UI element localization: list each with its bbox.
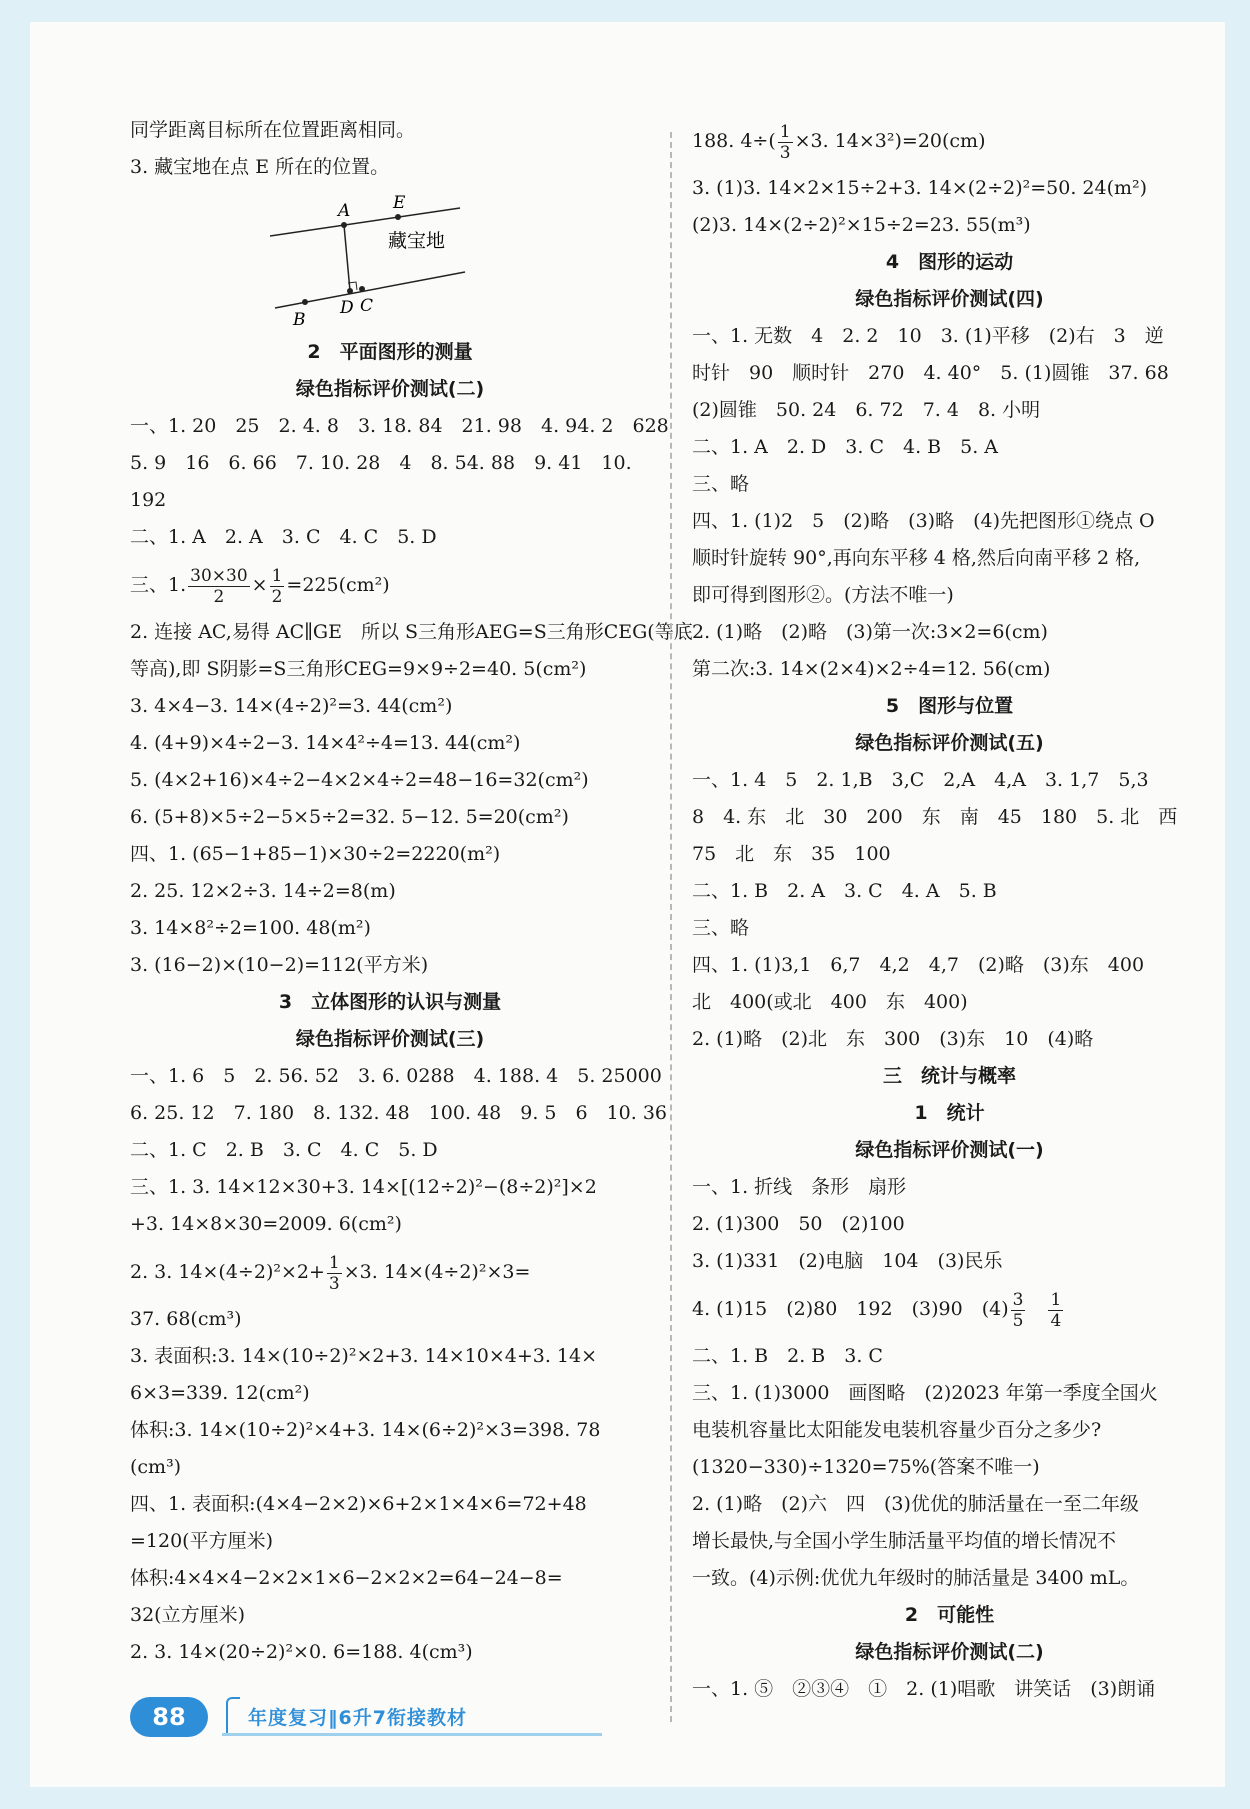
text-line: 5. 9 16 6. 66 7. 10. 28 4 8. 54. 88 9. 41 10.: [130, 452, 632, 474]
text-line: (cm³): [130, 1456, 182, 1478]
section-title: 3 立体图形的认识与测量: [278, 991, 502, 1013]
fraction-numerator: 1: [271, 565, 283, 586]
text-line: 二、1. C 2. B 3. C 4. C 5. D: [130, 1139, 438, 1161]
fraction: [1048, 1290, 1063, 1331]
fraction: [778, 122, 793, 163]
text-line: 2. (1)略 (2)六 四 (3)优优的肺活量在一至二年级: [692, 1493, 1139, 1515]
text-line: 2. (1)略 (2)北 东 300 (3)东 10 (4)略: [692, 1028, 1094, 1050]
text-line: [130, 556, 650, 614]
test-title: 绿色指标评价测试(三): [295, 1028, 485, 1050]
footer-underline: [222, 1733, 602, 1736]
fraction-numerator: 3: [1012, 1289, 1024, 1310]
label-a: A: [338, 201, 351, 221]
fraction-denominator: 4: [1050, 1310, 1062, 1331]
text-line: 二、1. B 2. A 3. C 4. A 5. B: [692, 880, 997, 902]
text-line: 一、1. 无数 4 2. 2 10 3. (1)平移 (2)右 3 逆: [692, 325, 1164, 347]
text-line: 增长最快,与全国小学生肺活量平均值的增长情况不: [692, 1530, 1117, 1552]
text-line: 2. 3. 14×(20÷2)²×0. 6=188. 4(cm³): [130, 1641, 473, 1663]
text-fragment: 188. 4÷(: [692, 130, 776, 152]
text-line: 一、1. 4 5 2. 1,B 3,C 2,A 4,A 3. 1,7 5,3: [692, 769, 1149, 791]
text-line: 8 4. 东 北 30 200 东 南 45 180 5. 北 西: [692, 806, 1178, 828]
text-fragment: 三、1.: [130, 574, 187, 596]
text-line: 即可得到图形②。(方法不唯一): [692, 584, 954, 606]
point-b: [302, 299, 308, 305]
fraction: [1011, 1290, 1026, 1331]
section-title: 2 可能性: [904, 1604, 995, 1626]
text-line: 6. (5+8)×5÷2−5×5÷2=32. 5−12. 5=20(cm²): [130, 806, 569, 828]
test-title: 绿色指标评价测试(二): [855, 1641, 1044, 1663]
label-c: C: [360, 296, 374, 316]
section-title: 1 统计: [914, 1102, 985, 1124]
footer-bracket-decoration: [226, 1697, 240, 1735]
text-fragment: ×3. 14×(4÷2)²×3=: [343, 1261, 531, 1283]
answer-page: [30, 22, 1225, 1787]
text-line: 192: [130, 489, 167, 511]
chapter-title: 三 统计与概率: [882, 1065, 1016, 1087]
text-line: [692, 112, 1207, 170]
text-line: 同学距离目标所在位置距离相同。: [130, 119, 416, 141]
text-line: 体积:3. 14×(10÷2)²×4+3. 14×(6÷2)²×3=398. 78: [130, 1419, 601, 1441]
fraction-denominator: 3: [328, 1273, 340, 1294]
text-line: 75 北 东 35 100: [692, 843, 891, 865]
right-column: [692, 112, 1207, 1708]
text-line: (2)圆锥 50. 24 6. 72 7. 4 8. 小明: [692, 399, 1041, 421]
section-title: 5 图形与位置: [885, 695, 1014, 717]
text-fragment: 2. 3. 14×(4÷2)²×2+: [130, 1261, 325, 1283]
test-title: 绿色指标评价测试(二): [295, 378, 485, 400]
test-title: 绿色指标评价测试(五): [855, 732, 1044, 754]
text-line: 6. 25. 12 7. 180 8. 132. 48 100. 48 9. 5 6 10. 36: [130, 1102, 668, 1124]
section-title: 2 平面图形的测量: [307, 341, 473, 363]
text-line: 三、略: [692, 917, 750, 939]
fraction: [327, 1253, 342, 1294]
text-line: 5. (4×2+16)×4÷2−4×2×4÷2=48−16=32(cm²): [130, 769, 589, 791]
test-title: 绿色指标评价测试(四): [855, 288, 1044, 310]
label-e: E: [393, 193, 406, 213]
fraction-denominator: 5: [1012, 1310, 1024, 1331]
text-line: 四、1. 表面积:(4×4−2×2)×6+2×1×4×6=72+48: [130, 1493, 587, 1515]
text-fragment: 4. (1)15 (2)80 192 (3)90 (4): [692, 1298, 1009, 1320]
text-line: 四、1. (65−1+85−1)×30÷2=2220(m²): [130, 843, 501, 865]
text-line: 2. 连接 AC,易得 AC∥GE 所以 S三角形AEG=S三角形CEG(等底: [130, 621, 693, 643]
text-line: =120(平方厘米): [130, 1530, 274, 1552]
fraction-numerator: 1: [328, 1252, 340, 1273]
text-line: [130, 1243, 650, 1301]
text-line: 一、1. 20 25 2. 4. 8 3. 18. 84 21. 98 4. 94. 2 628: [130, 415, 669, 437]
fraction: [270, 566, 285, 607]
text-line: 2. 25. 12×2÷3. 14÷2=8(m): [130, 880, 396, 902]
text-line: 一、1. 6 5 2. 56. 52 3. 6. 0288 4. 188. 4 5. 25000: [130, 1065, 662, 1087]
text-fragment: ×: [251, 574, 268, 596]
text-line: 等高),即 S阴影=S三角形CEG=9×9÷2=40. 5(cm²): [130, 658, 587, 680]
text-fragment: =225(cm²): [286, 574, 390, 596]
parallel-lines-diagram: [270, 186, 530, 334]
point-c: [359, 286, 365, 292]
text-line: 3. 藏宝地在点 E 所在的位置。: [130, 156, 390, 178]
text-line: 32(立方厘米): [130, 1604, 246, 1626]
text-line: 二、1. B 2. B 3. C: [692, 1345, 883, 1367]
text-line: 6×3=339. 12(cm²): [130, 1382, 310, 1404]
point-a: [341, 222, 347, 228]
text-line: 3. (16−2)×(10−2)=112(平方米): [130, 954, 429, 976]
fraction-numerator: 1: [1050, 1289, 1062, 1310]
point-d: [347, 288, 353, 294]
text-line: 北 400(或北 400 东 400): [692, 991, 968, 1013]
text-line: 一致。(4)示例:优优九年级时的肺活量是 3400 mL。: [692, 1567, 1140, 1589]
text-line: 电装机容量比太阳能发电装机容量少百分之多少?: [692, 1419, 1102, 1441]
point-e: [395, 214, 401, 220]
page-number: 88: [130, 1697, 208, 1737]
fraction-denominator: 2: [213, 586, 225, 607]
test-title: 绿色指标评价测试(一): [855, 1139, 1044, 1161]
column-divider: [670, 132, 672, 1722]
label-b: B: [293, 310, 306, 330]
fraction-denominator: 2: [271, 586, 283, 607]
text-line: 3. 表面积:3. 14×(10÷2)²×2+3. 14×10×4+3. 14×: [130, 1345, 598, 1367]
text-line: +3. 14×8×30=2009. 6(cm²): [130, 1213, 402, 1235]
text-line: 三、1. 3. 14×12×30+3. 14×[(12÷2)²−(8÷2)²]×2: [130, 1176, 597, 1198]
text-line: 2. (1)300 50 (2)100: [692, 1213, 905, 1235]
text-line: 3. 4×4−3. 14×(4÷2)²=3. 44(cm²): [130, 695, 453, 717]
text-line: 第二次:3. 14×(2×4)×2÷4=12. 56(cm): [692, 658, 1051, 680]
footer-label: 年度复习‖6升7衔接教材: [248, 1707, 467, 1729]
page-footer: [130, 1697, 610, 1747]
text-line: 2. (1)略 (2)略 (3)第一次:3×2=6(cm): [692, 621, 1048, 643]
text-line: 四、1. (1)3,1 6,7 4,2 4,7 (2)略 (3)东 400: [692, 954, 1145, 976]
text-line: 3. (1)3. 14×2×15÷2+3. 14×(2÷2)²=50. 24(m²): [692, 177, 1148, 199]
text-line: (2)3. 14×(2÷2)²×15÷2=23. 55(m³): [692, 214, 1031, 236]
fraction: [188, 566, 250, 607]
text-line: 三、1. (1)3000 画图略 (2)2023 年第一季度全国火: [692, 1382, 1158, 1404]
text-line: 一、1. ⑤ ②③④ ① 2. (1)唱歌 讲笑话 (3)朗诵: [692, 1678, 1156, 1700]
text-line: 二、1. A 2. A 3. C 4. C 5. D: [130, 526, 437, 548]
text-line: 4. (4+9)×4÷2−3. 14×4²÷4=13. 44(cm²): [130, 732, 521, 754]
text-line: 37. 68(cm³): [130, 1308, 242, 1330]
section-title: 4 图形的运动: [885, 251, 1014, 273]
text-line: 时针 90 顺时针 270 4. 40° 5. (1)圆锥 37. 68: [692, 362, 1169, 384]
treasure-map-figure: [130, 186, 650, 334]
text-fragment: ×3. 14×3²)=20(cm): [794, 130, 986, 152]
fraction-numerator: 1: [779, 121, 791, 142]
text-line: 四、1. (1)2 5 (2)略 (3)略 (4)先把图形①绕点 O: [692, 510, 1155, 532]
label-d: D: [340, 298, 354, 318]
text-line: 顺时针旋转 90°,再向东平移 4 格,然后向南平移 2 格,: [692, 547, 1141, 569]
text-line: (1320−330)÷1320=75%(答案不唯一): [692, 1456, 1040, 1478]
fraction-numerator: 30×30: [190, 565, 248, 586]
text-line: 体积:4×4×4−2×2×1×6−2×2×2=64−24−8=: [130, 1567, 563, 1589]
text-line: 3. 14×8²÷2=100. 48(m²): [130, 917, 371, 939]
label-treasure: 藏宝地: [388, 230, 446, 252]
fraction-denominator: 3: [779, 142, 791, 163]
perpendicular-segment: [344, 225, 350, 291]
text-line: 3. (1)331 (2)电脑 104 (3)民乐: [692, 1250, 1003, 1272]
left-column: [130, 112, 693, 1671]
text-line: 一、1. 折线 条形 扇形: [692, 1176, 907, 1198]
text-line: 二、1. A 2. D 3. C 4. B 5. A: [692, 436, 999, 458]
text-line: [692, 1280, 1207, 1338]
text-line: 三、略: [692, 473, 750, 495]
